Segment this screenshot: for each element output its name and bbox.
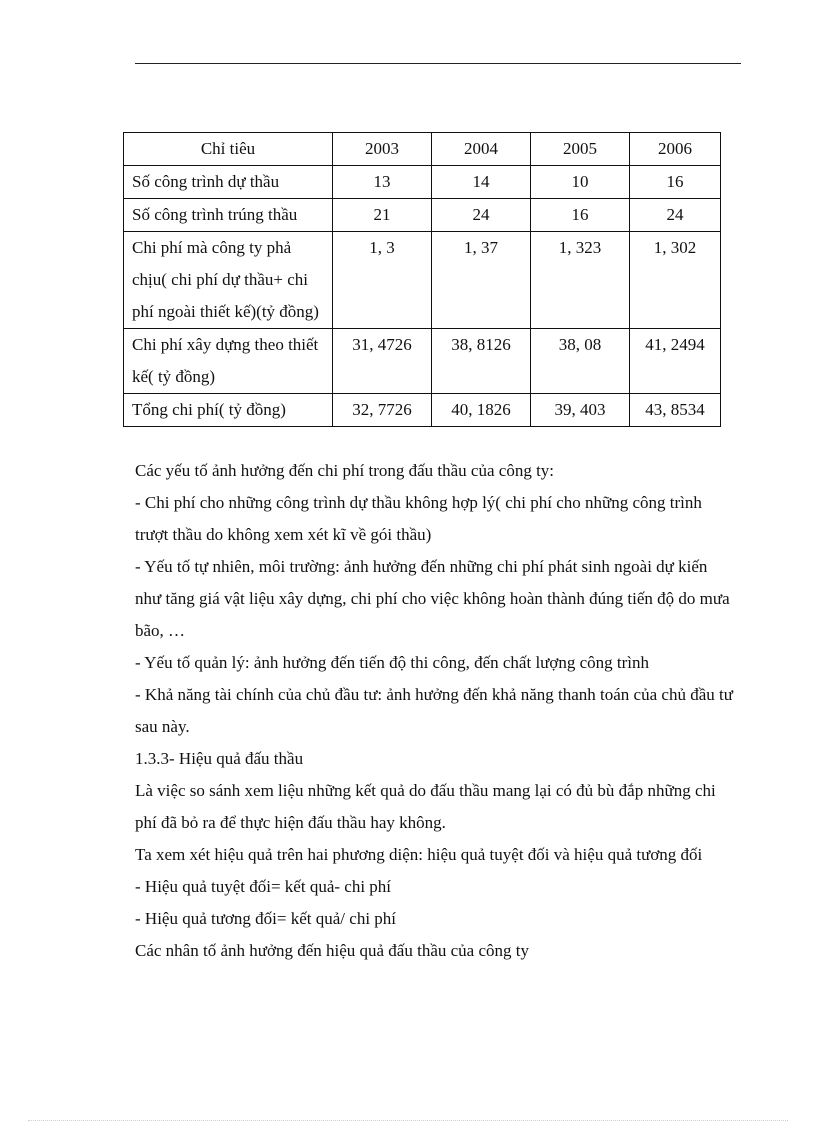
row-label: Số công trình trúng thầu xyxy=(124,199,333,232)
header-indicator: Chỉ tiêu xyxy=(124,133,333,166)
header-2006: 2006 xyxy=(630,133,721,166)
header-rule xyxy=(135,63,741,64)
page-bottom-rule xyxy=(28,1120,788,1121)
cell-value: 14 xyxy=(432,166,531,199)
cell-value: 38, 8126 xyxy=(432,329,531,394)
cell-value: 16 xyxy=(531,199,630,232)
paragraph: Ta xem xét hiệu quả trên hai phương diện: hiệu quả tuyệt đối và hiệu quả tương đối xyxy=(135,845,703,864)
header-2003: 2003 xyxy=(333,133,432,166)
table-row xyxy=(124,166,721,199)
paragraph: - Hiệu quả tuyệt đối= kết quả- chi phí xyxy=(135,877,392,896)
cell-value: 32, 7726 xyxy=(333,394,432,427)
cell-value: 39, 403 xyxy=(531,394,630,427)
cell-value: 16 xyxy=(630,166,721,199)
body-text xyxy=(135,455,735,967)
section-heading: 1.3.3- Hiệu quả đấu thầu xyxy=(135,749,304,768)
cell-value: 21 xyxy=(333,199,432,232)
cell-value: 1, 3 xyxy=(333,232,432,329)
table-header-row xyxy=(124,133,721,166)
paragraph: - Yếu tố quản lý: ảnh hưởng đến tiến độ thi công, đến chất lượng công trình xyxy=(135,653,650,672)
paragraph: - Hiệu quả tương đối= kết quả/ chi phí xyxy=(135,909,397,928)
paragraph: Là việc so sánh xem liệu những kết quả do đấu thầu mang lại có đủ bù đắp những chi phí đã bỏ ra để thực hiện đấu thầu hay không. xyxy=(135,781,716,832)
table-row xyxy=(124,199,721,232)
cell-value: 13 xyxy=(333,166,432,199)
cell-value: 41, 2494 xyxy=(630,329,721,394)
cost-table xyxy=(123,132,721,427)
cell-value: 10 xyxy=(531,166,630,199)
cell-value: 40, 1826 xyxy=(432,394,531,427)
cell-value: 38, 08 xyxy=(531,329,630,394)
table-row xyxy=(124,394,721,427)
cell-value: 1, 37 xyxy=(432,232,531,329)
cell-value: 43, 8534 xyxy=(630,394,721,427)
cell-value: 24 xyxy=(432,199,531,232)
row-label: Số công trình dự thầu xyxy=(124,166,333,199)
row-label: Chi phí mà công ty phả chịu( chi phí dự thầu+ chi phí ngoài thiết kế)(tỷ đồng) xyxy=(124,232,333,329)
paragraph: Các nhân tố ảnh hưởng đến hiệu quả đấu thầu của công ty xyxy=(135,941,529,960)
paragraph: - Khả năng tài chính của chủ đầu tư: ảnh hưởng đến khả năng thanh toán của chủ đầu tư sau này. xyxy=(135,685,733,736)
paragraph: - Chi phí cho những công trình dự thầu không hợp lý( chi phí cho những công trình trượt thầu do không xem xét kĩ về gói thầu) xyxy=(135,493,702,544)
cell-value: 1, 302 xyxy=(630,232,721,329)
table-row xyxy=(124,232,721,329)
paragraph: Các yếu tố ảnh hưởng đến chi phí trong đấu thầu của công ty: xyxy=(135,461,555,480)
row-label: Chi phí xây dựng theo thiết kế( tỷ đồng) xyxy=(124,329,333,394)
table-row xyxy=(124,329,721,394)
header-2004: 2004 xyxy=(432,133,531,166)
row-label: Tổng chi phí( tỷ đồng) xyxy=(124,394,333,427)
paragraph: - Yếu tố tự nhiên, môi trường: ảnh hưởng đến những chi phí phát sinh ngoài dự kiến như tăng giá vật liệu xây dựng, chi phí cho việc không hoàn thành đúng tiến độ do mưa bão, … xyxy=(135,557,730,640)
cell-value: 31, 4726 xyxy=(333,329,432,394)
header-2005: 2005 xyxy=(531,133,630,166)
cell-value: 24 xyxy=(630,199,721,232)
cell-value: 1, 323 xyxy=(531,232,630,329)
